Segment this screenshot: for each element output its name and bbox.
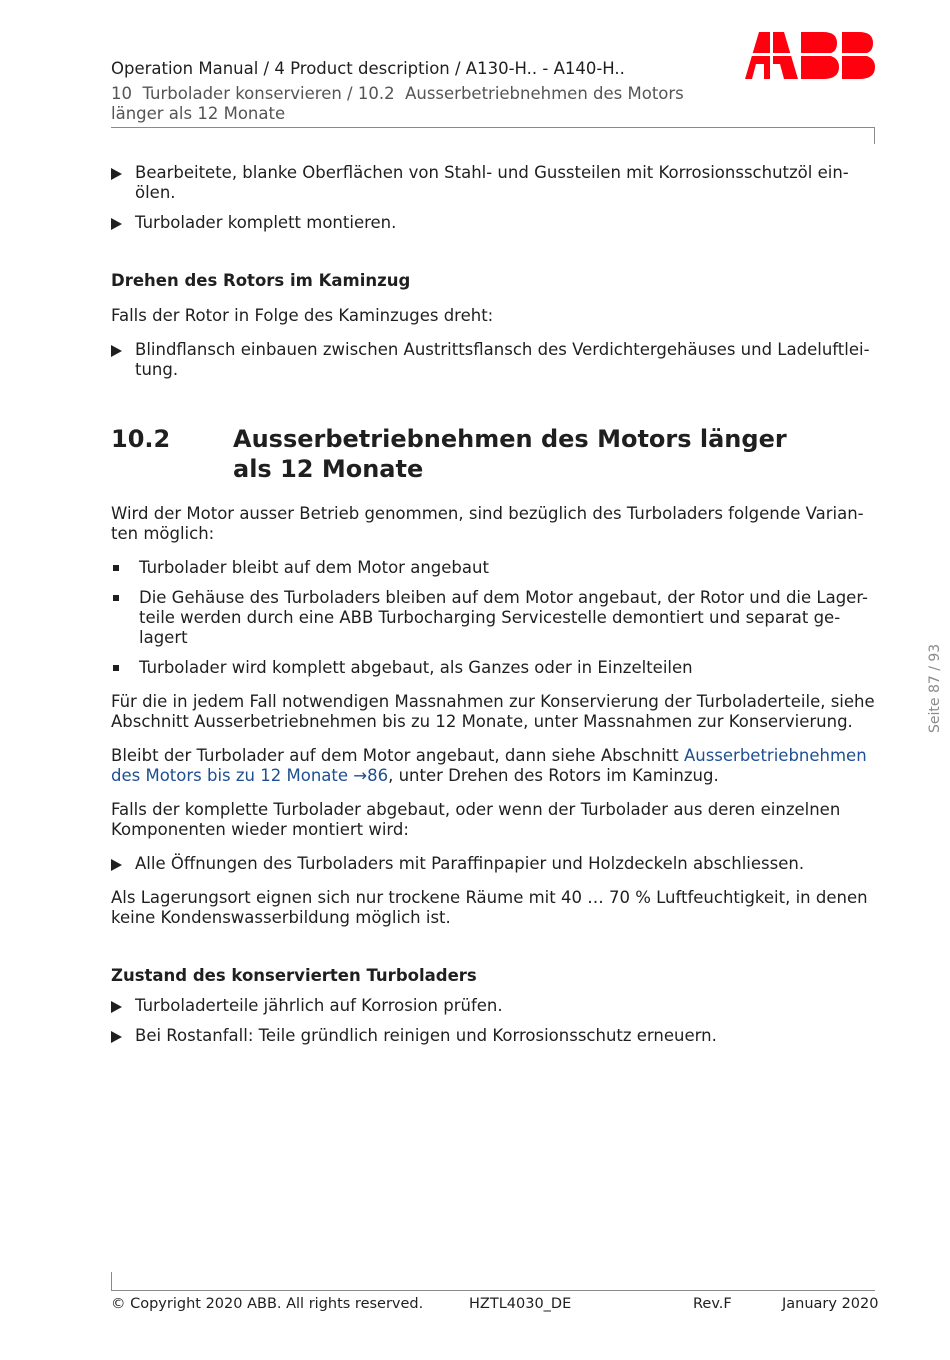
header-divider-tick: [874, 127, 875, 144]
list-item-text: Turbolader bleibt auf dem Motor angebaut: [139, 558, 489, 577]
paragraph-measures: Für die in jedem Fall notwendigen Massnahmen zur Konservierung der Turboladerteile, siehe Abschnitt Ausserbetriebnehmen bis zu 12 Monate, unter Massnahmen zur Konservierung.: [111, 692, 875, 731]
section-number: 10.2: [111, 425, 171, 453]
header-divider: [111, 127, 875, 128]
section-heading: [111, 424, 875, 484]
instruction-step: [111, 340, 875, 380]
instruction-step: [111, 854, 875, 874]
step-text: Turboladerteile jährlich auf Korrosion prüfen.: [135, 996, 503, 1015]
paragraph-storage: Als Lagerungsort eignen sich nur trockene Räume mit 40 … 70 % Luftfeuchtigkeit, in denen keine Kondenswasserbildung möglich ist.: [111, 888, 868, 927]
paragraph-removed: Falls der komplette Turbolader abgebaut, oder wenn der Turbolader aus deren einzelnen Komponenten wieder montiert wird:: [111, 800, 841, 839]
section-title: Ausserbetriebnehmen des Motors länger als 12 Monate: [233, 425, 787, 483]
step-arrow-icon: [111, 1001, 122, 1013]
step-text: Bei Rostanfall: Teile gründlich reinigen und Korrosionsschutz erneuern.: [135, 1026, 717, 1045]
paragraph-link: [111, 746, 875, 786]
cross-reference-link[interactable]: Ausserbetriebnehmen des Motors bis zu 12 Monate →86: [111, 746, 867, 785]
footer-document-id: HZTL4030_DE: [469, 1296, 572, 1312]
instruction-step: [111, 996, 875, 1016]
abb-logo: [743, 30, 875, 79]
step-arrow-icon: [111, 859, 122, 871]
square-bullet-icon: [113, 565, 119, 571]
paragraph-link-before: Bleibt der Turbolader auf dem Motor angebaut, dann siehe Abschnitt: [111, 746, 684, 765]
paragraph-link-after: , unter Drehen des Rotors im Kaminzug.: [388, 766, 719, 785]
instruction-step: [111, 1026, 875, 1046]
square-bullet-icon: [113, 595, 119, 601]
step-text: Turbolader komplett montieren.: [135, 213, 397, 232]
list-item-text: Turbolader wird komplett abgebaut, als Ganzes oder in Einzelteilen: [139, 658, 693, 677]
list-item: [111, 658, 875, 678]
step-arrow-icon: [111, 168, 122, 180]
step-text: Bearbeitete, blanke Oberflächen von Stahl- und Gussteilen mit Korrosionsschutzöl ein-ölen.: [135, 163, 849, 202]
footer-date: January 2020: [782, 1296, 879, 1312]
paragraph-rotor-intro: Falls der Rotor in Folge des Kaminzuges dreht:: [111, 306, 494, 325]
list-item-text: Die Gehäuse des Turboladers bleiben auf dem Motor angebaut, der Rotor und die Lager-teile werden durch eine ABB Turbocharging Servicestelle demontiert und separat ge-lagert: [139, 588, 869, 647]
list-item: [111, 588, 875, 648]
instruction-step: [111, 213, 875, 233]
step-arrow-icon: [111, 1031, 122, 1043]
header-breadcrumb: Operation Manual / 4 Product description / A130-H.. - A140-H..: [111, 59, 625, 78]
step-text: Blindflansch einbauen zwischen Austrittsflansch des Verdichtergehäuses und Ladeluftlei-tung.: [135, 340, 870, 379]
header-chapter: [111, 84, 711, 124]
footer-revision: Rev.F: [693, 1296, 732, 1312]
step-arrow-icon: [111, 218, 122, 230]
header-chapter-line1: 10 Turbolader konservieren / 10.2 Ausserbetriebnehmen des Motors: [111, 84, 684, 103]
subheading-state: Zustand des konservierten Turboladers: [111, 966, 477, 985]
square-bullet-icon: [113, 665, 119, 671]
footer-copyright: © Copyright 2020 ABB. All rights reserved.: [111, 1296, 424, 1312]
header-chapter-line2: länger als 12 Monate: [111, 104, 286, 123]
footer-divider: [111, 1290, 875, 1291]
page-number-side: Seite 87 / 93: [927, 643, 943, 733]
footer-divider-tick: [111, 1272, 112, 1290]
paragraph-intro: Wird der Motor ausser Betrieb genommen, sind bezüglich des Turboladers folgende Varian-ten möglich:: [111, 504, 864, 543]
step-text: Alle Öffnungen des Turboladers mit Paraffinpapier und Holzdeckeln abschliessen.: [135, 854, 805, 873]
step-arrow-icon: [111, 345, 122, 357]
main-content: [111, 163, 875, 1046]
list-item: [111, 558, 875, 578]
instruction-step: [111, 163, 875, 203]
subheading-rotor: Drehen des Rotors im Kaminzug: [111, 271, 411, 290]
